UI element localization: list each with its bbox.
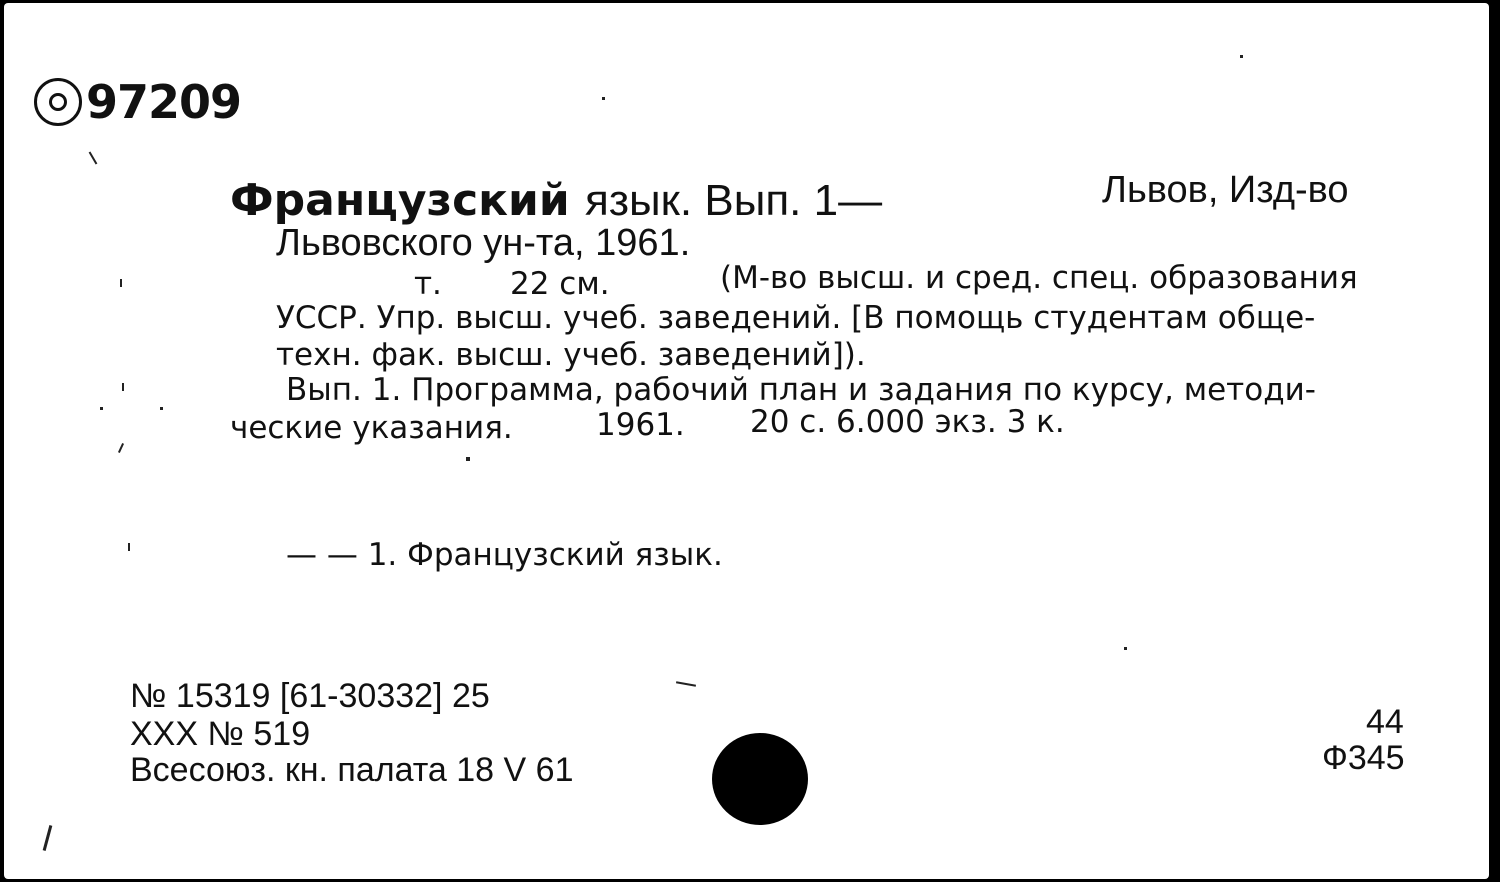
entry-contents-line1: Вып. 1. Программа, рабочий план и задания по курсу, методи-	[286, 372, 1316, 408]
scan-mark	[1124, 647, 1127, 650]
scan-mark	[160, 407, 163, 410]
scan-mark	[120, 279, 122, 287]
stamp-circle-icon	[34, 78, 82, 126]
entry-title-rest: язык. Вып. 1—	[585, 176, 883, 225]
scan-mark	[1240, 55, 1243, 58]
stamp-number: 97209	[86, 75, 242, 129]
entry-physical-t: т.	[414, 266, 442, 302]
record-number: № 15319 [61-30332] 25	[130, 677, 490, 715]
entry-contents-line2a: ческие указания.	[230, 410, 513, 446]
punch-hole	[712, 733, 808, 825]
subject-tracing: — — 1. Французский язык.	[286, 537, 723, 573]
class-number-top: 44	[1366, 703, 1404, 741]
entry-place-publisher: Львов, Изд-во	[1102, 169, 1349, 211]
scan-mark	[466, 457, 470, 461]
catalog-card	[4, 3, 1489, 879]
scan-mark	[676, 681, 696, 686]
inventory-stamp	[34, 75, 241, 129]
entry-contents-line2b: 1961.	[596, 407, 685, 443]
xxx-number: XXX № 519	[130, 715, 311, 753]
entry-series-line1: (М-во высш. и сред. спец. образования	[720, 260, 1358, 296]
scan-mark	[602, 97, 605, 100]
scan-mark	[43, 825, 53, 851]
entry-series-line2: УССР. Упр. высш. учеб. заведений. [В помощь студентам обще-	[276, 300, 1316, 336]
book-chamber-line: Всесоюз. кн. палата 18 V 61	[130, 751, 574, 789]
entry-title	[230, 175, 883, 226]
scan-mark	[118, 443, 124, 453]
entry-physical-size: 22 см.	[510, 266, 610, 302]
scan-mark	[100, 407, 103, 410]
entry-contents-line2c: 20 с. 6.000 экз. 3 к.	[750, 404, 1065, 440]
entry-title-bold: Французский	[230, 175, 570, 226]
scan-mark	[128, 543, 130, 551]
class-number-bottom: Ф345	[1322, 739, 1405, 777]
scan-mark	[122, 383, 124, 391]
entry-publisher-line2: Львовского ун-та, 1961.	[276, 222, 691, 264]
scan-mark	[89, 151, 98, 164]
entry-series-line3: техн. фак. высш. учеб. заведений]).	[276, 337, 866, 373]
